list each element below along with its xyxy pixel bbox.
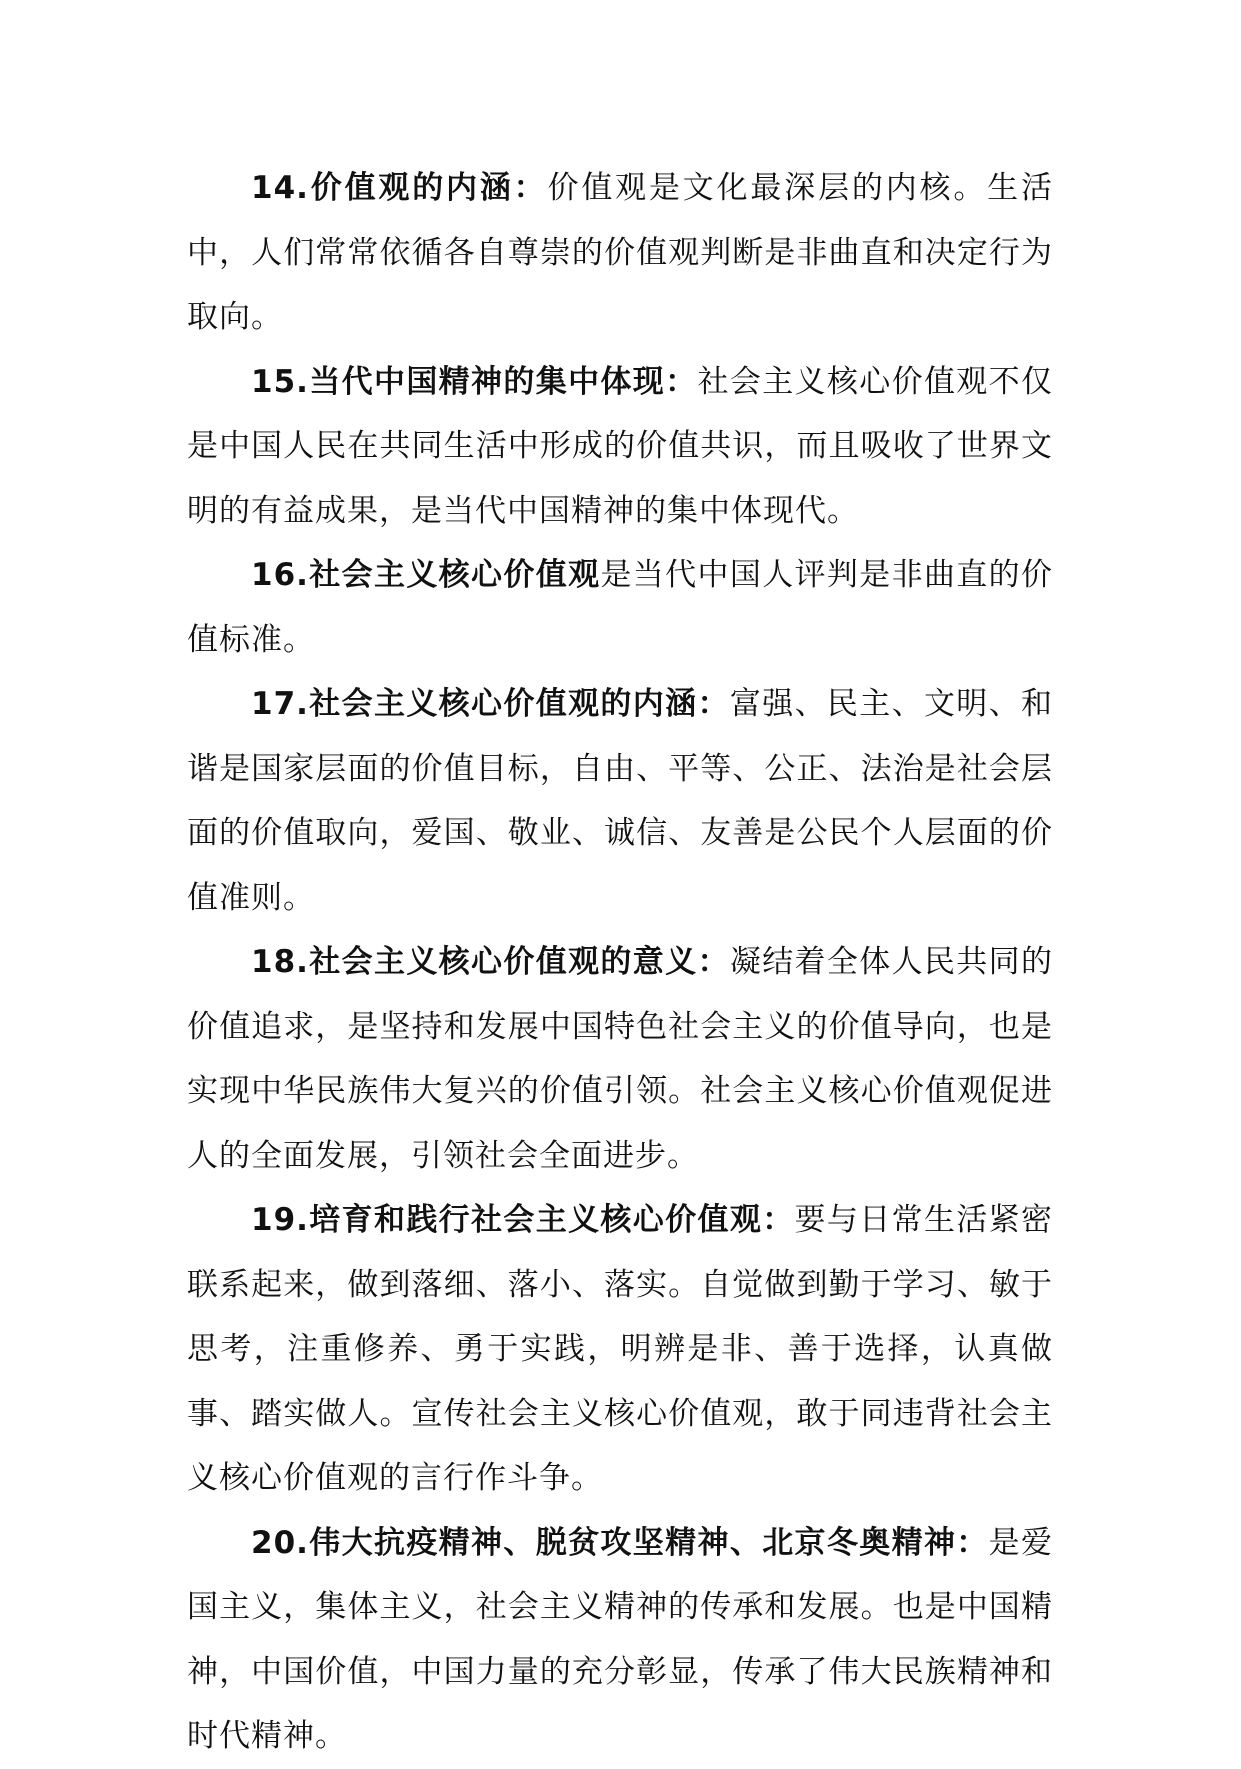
paragraph-17-number: 17. — [251, 686, 309, 722]
paragraph-19 — [187, 1188, 1053, 1511]
paragraph-20-number: 20. — [251, 1524, 309, 1561]
paragraph-16-number: 16. — [251, 557, 309, 593]
paragraph-14-number: 14. — [251, 170, 309, 206]
paragraph-17-text: 富强、民主、文明、和谐是国家层面的价值目标，自由、平等、公正、法治是社会层面的价值取向，爱国、敬业、诚信、友善是公民个人层面的价值准则。 — [187, 686, 1054, 916]
paragraph-14-term: 价值观的内涵： — [308, 170, 548, 206]
paragraph-19-text: 要与日常生活紧密联系起来，做到落细、落小、落实。自觉做到勤于学习、敏于思考，注重修养、勇于实践，明辨是非、善于选择，认真做事、踏实做人。宣传社会主义核心价值观，敢于同违背社会主义核心价值观的言行作斗争。 — [187, 1202, 1054, 1496]
paragraph-20-term: 伟大抗疫精神、脱贫攻坚精神、北京冬奥精神： — [308, 1524, 989, 1561]
paragraph-15 — [187, 350, 1053, 544]
paragraph-15-number: 15. — [251, 363, 309, 400]
paragraph-17 — [187, 672, 1053, 930]
paragraph-18-term: 社会主义核心价值观的意义： — [308, 944, 730, 980]
paragraph-20-text: 是爱国主义，集体主义，社会主义精神的传承和发展。也是中国精神，中国价值，中国力量的充分彰显，传承了伟大民族精神和时代精神。 — [187, 1524, 1054, 1754]
paragraph-19-term: 培育和践行社会主义核心价值观： — [308, 1202, 795, 1238]
paragraph-15-term: 当代中国精神的集中体现： — [308, 363, 698, 400]
paragraph-14-text: 价值观是文化最深层的内核。生活中，人们常常依循各自尊崇的价值观判断是非曲直和决定行为取向。 — [187, 170, 1054, 335]
document-body — [187, 156, 1053, 1769]
paragraph-20 — [187, 1511, 1053, 1769]
paragraph-16-text: 是当代中国人评判是非曲直的价值标准。 — [187, 557, 1054, 658]
paragraph-19-number: 19. — [251, 1202, 309, 1238]
paragraph-18-number: 18. — [251, 944, 309, 980]
paragraph-15-text: 社会主义核心价值观不仅是中国人民在共同生活中形成的价值共识，而且吸收了世界文明的有益成果，是当代中国精神的集中体现代。 — [187, 363, 1054, 529]
paragraph-14 — [187, 156, 1053, 350]
paragraph-18 — [187, 930, 1053, 1188]
paragraph-17-term: 社会主义核心价值观的内涵： — [308, 686, 730, 722]
paragraph-18-text: 凝结着全体人民共同的价值追求，是坚持和发展中国特色社会主义的价值导向，也是实现中华民族伟大复兴的价值引领。社会主义核心价值观促进人的全面发展，引领社会全面进步。 — [187, 944, 1054, 1174]
paragraph-16 — [187, 543, 1053, 672]
paragraph-16-term: 社会主义核心价值观 — [308, 557, 601, 593]
